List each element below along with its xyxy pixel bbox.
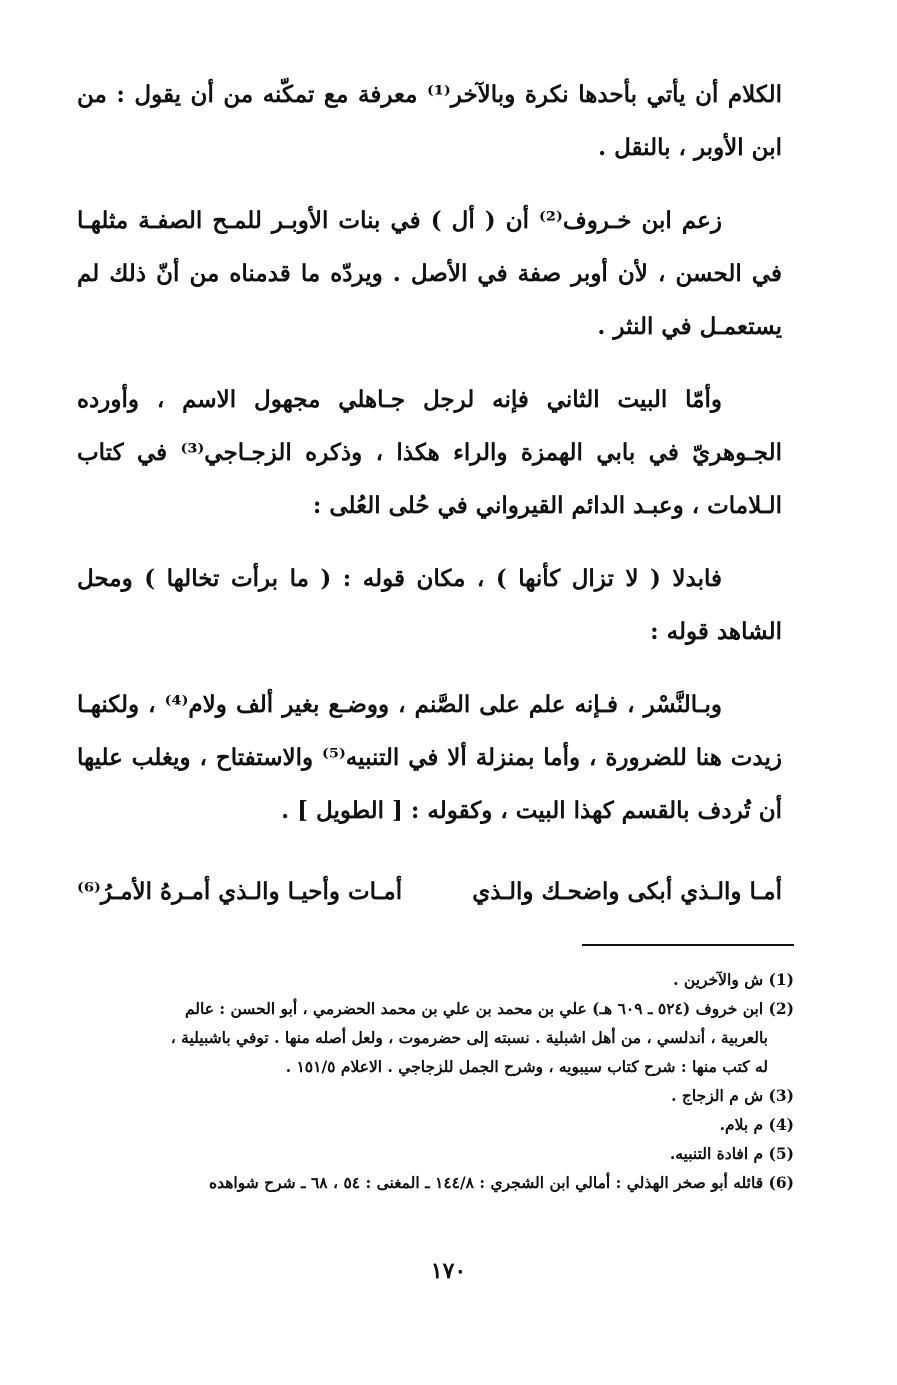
footnote-4: (4) م بلام. [719,1115,794,1134]
verse-second-hemistich: أمـات وأحيـا والـذي أمـرهُ الأمـرُ⁽⁶⁾ [77,878,403,905]
footnotes-block [82,965,794,1197]
paragraph-5: وبـالنَّسْر ، فـإنه علم على الصَّنم ، ووضـع بغير ألف ولام⁽⁴⁾ ، ولكنهـا زيدت هنا للضرورة ، وأما بمنزلة ألا في التنبيه⁽⁵⁾ والاستفتاح ، ويغلب عليها أن تُردف بالقسم كهذا البيت ، وكقوله : [ الطويل ] . [77,691,783,824]
footnote-separator [582,944,794,946]
poetry-verse [77,865,782,918]
footnote-5: (5) م افادة التنبيه. [669,1144,794,1163]
footnote-3: (3) ش م الزجاج . [671,1086,794,1105]
paragraph-3: وأمّا البيت الثاني فإنه لرجل جـاهلي مجهول الاسم ، وأورده الجـوهريّ في بابي الهمزة والراء هكذا ، وذكره الزجـاجي⁽³⁾ في كتاب الـلامات ، وعبـد الدائم القيرواني في حُلى العُلى : [77,386,782,519]
verse-first-hemistich: أمـا والـذي أبكى واضحـك والـذي [472,878,782,905]
footnote-2-continuation: له كتب منها : شرح كتاب سيبويه ، وشرح الجمل للزجاجي . الاعلام ١٥١/٥ . [285,1057,768,1076]
page-number: ١٧٠ [430,1258,467,1284]
main-text-block [77,68,782,918]
footnote-2-continuation: بالعربية ، أندلسي ، من أهل اشبلية . نسبته إلى حضرموت ، ولعل أصله منها . توفي باشبيلية ، [170,1028,768,1047]
footnote-1: (1) ش والآخرين . [673,970,794,989]
paragraph-2: زعم ابن خـروف⁽²⁾ أن ( أل ) في بنات الأوبـر للمـح الصفـة مثلهـا في الحسن ، لأن أوبر صفة في الأصل . ويردّه ما قدمناه من أنّ ذلك لم يستعمـل في النثر . [77,207,782,340]
footnote-6: (6) قائله أبو صخر الهذلي : أمالي ابن الشجري : ١٤٤/٨ ـ المغنى : ٥٤ ، ٦٨ ـ شرح شواهده [208,1173,794,1192]
paragraph-1: الكلام أن يأتي بأحدها نكرة وبالآخر⁽¹⁾ معرفة مع تمكّنه من أن يقول : من ابن الأوبر ، بالنقل . [77,81,782,161]
footnote-2: (2) ابن خروف (٥٢٤ ـ ٦٠٩ هـ) علي بن محمد بن علي بن محمد الحضرمي ، أبو الحسن : عالم [184,999,794,1018]
paragraph-4: فابدلا ( لا تزال كأنها ) ، مكان قوله : ( ما برأت تخالها ) ومحل الشاهد قوله : [77,565,782,645]
